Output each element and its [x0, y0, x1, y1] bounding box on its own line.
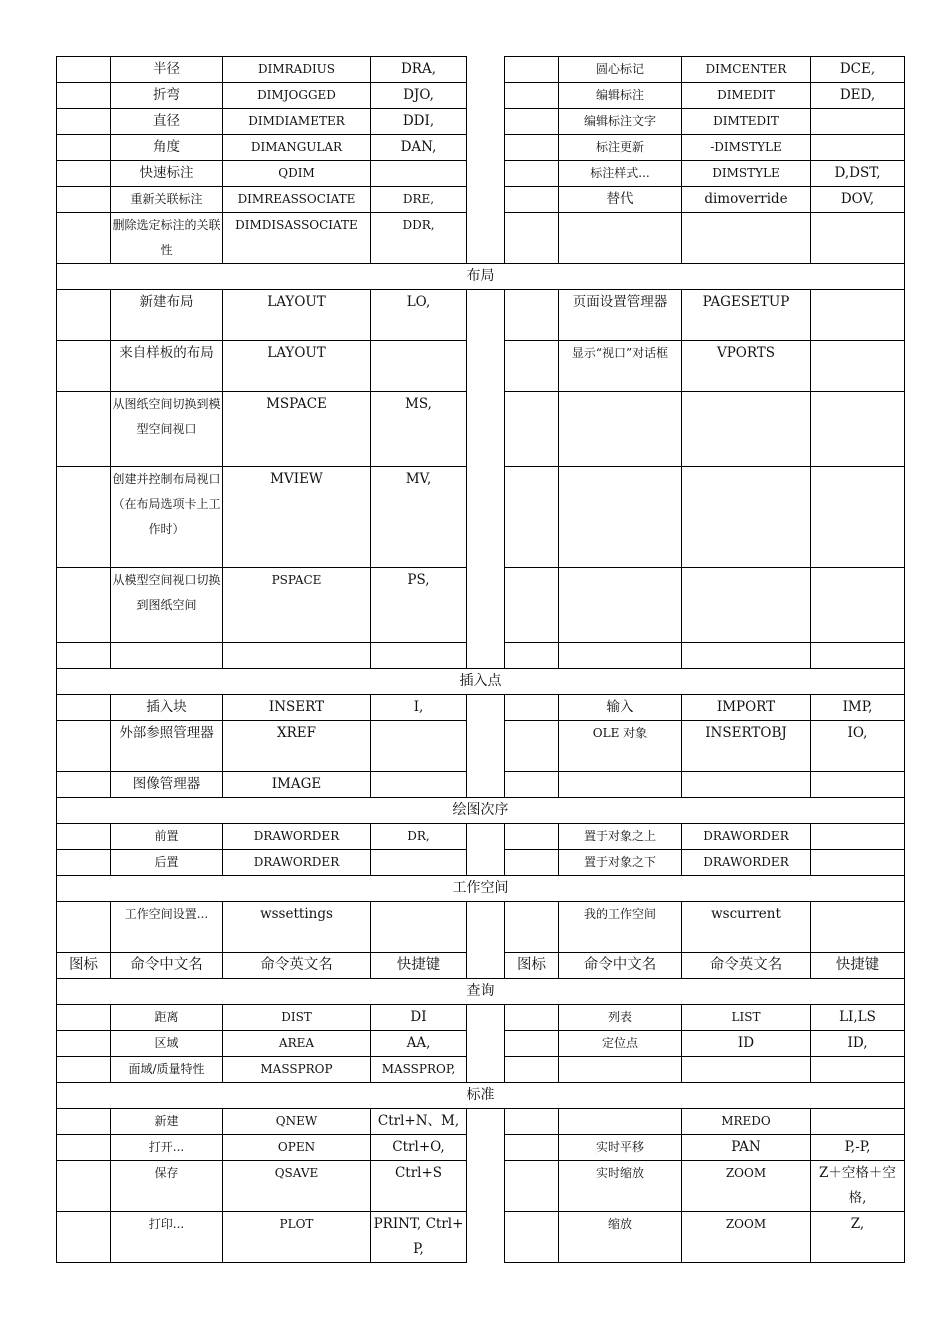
command-en-name: OPEN — [223, 1135, 371, 1161]
shortcut-key — [811, 213, 905, 264]
table-row — [57, 213, 905, 264]
command-cn-name: 面域/质量特性 — [111, 1057, 223, 1083]
icon-cell — [505, 57, 559, 83]
command-cn-name: 插入块 — [111, 695, 223, 721]
shortcut-key — [371, 643, 467, 669]
command-cn-name: 折弯 — [111, 83, 223, 109]
command-en-name: ZOOM — [682, 1161, 811, 1212]
icon-cell — [57, 695, 111, 721]
column-gap — [467, 135, 505, 161]
command-cn-name: 我的工作空间 — [559, 902, 682, 953]
command-cn-name: 区域 — [111, 1031, 223, 1057]
command-cn-name: 替代 — [559, 187, 682, 213]
column-gap — [467, 392, 505, 467]
icon-cell — [57, 467, 111, 568]
command-en-name: MASSPROP — [223, 1057, 371, 1083]
shortcut-key — [811, 341, 905, 392]
column-header-cn: 命令中文名 — [111, 953, 223, 979]
command-en-name: LAYOUT — [223, 290, 371, 341]
command-en-name: INSERT — [223, 695, 371, 721]
icon-cell — [57, 341, 111, 392]
command-en-name — [682, 392, 811, 467]
command-cn-name: 删除选定标注的关联性 — [111, 213, 223, 264]
shortcut-key: D,DST, — [811, 161, 905, 187]
icon-cell — [505, 187, 559, 213]
shortcut-key: DRE, — [371, 187, 467, 213]
command-en-name — [682, 772, 811, 798]
shortcut-key: AA, — [371, 1031, 467, 1057]
command-en-name: IMAGE — [223, 772, 371, 798]
section-header-row — [57, 876, 905, 902]
command-cn-name: 打印... — [111, 1212, 223, 1263]
icon-cell — [57, 1005, 111, 1031]
command-en-name: QSAVE — [223, 1161, 371, 1212]
table-row — [57, 109, 905, 135]
command-en-name: DIMEDIT — [682, 83, 811, 109]
command-cn-name: 从模型空间视口切换到图纸空间 — [111, 568, 223, 643]
section-title: 标准 — [57, 1083, 905, 1109]
icon-cell — [57, 83, 111, 109]
icon-cell — [57, 824, 111, 850]
table-row — [57, 721, 905, 772]
icon-cell — [57, 1109, 111, 1135]
command-cn-name: 编辑标注文字 — [559, 109, 682, 135]
icon-cell — [505, 1135, 559, 1161]
column-gap — [467, 824, 505, 850]
icon-cell — [505, 568, 559, 643]
command-cn-name: 工作空间设置... — [111, 902, 223, 953]
command-en-name: AREA — [223, 1031, 371, 1057]
command-en-name: IMPORT — [682, 695, 811, 721]
icon-cell — [57, 850, 111, 876]
table-row — [57, 341, 905, 392]
shortcut-key — [371, 341, 467, 392]
column-gap — [467, 568, 505, 643]
icon-cell — [57, 1161, 111, 1212]
section-header-row — [57, 264, 905, 290]
shortcut-key: DCE, — [811, 57, 905, 83]
command-cn-name — [559, 568, 682, 643]
command-cn-name: 显示“视口”对话框 — [559, 341, 682, 392]
command-en-name: wssettings — [223, 902, 371, 953]
command-en-name — [682, 1057, 811, 1083]
command-cn-name: 后置 — [111, 850, 223, 876]
command-en-name: DIMRADIUS — [223, 57, 371, 83]
icon-cell — [57, 57, 111, 83]
shortcut-key — [811, 1057, 905, 1083]
command-cn-name — [559, 1109, 682, 1135]
command-en-name: dimoverride — [682, 187, 811, 213]
icon-cell — [57, 392, 111, 467]
column-header-cn: 命令中文名 — [559, 953, 682, 979]
command-en-name: DIMDIAMETER — [223, 109, 371, 135]
command-cn-name: 圆心标记 — [559, 57, 682, 83]
command-cn-name: 置于对象之上 — [559, 824, 682, 850]
shortcut-key: DI — [371, 1005, 467, 1031]
shortcut-key — [811, 772, 905, 798]
shortcut-key: P,-P, — [811, 1135, 905, 1161]
column-header-row — [57, 953, 905, 979]
table-row — [57, 83, 905, 109]
table-row — [57, 57, 905, 83]
command-cn-name: 标注样式... — [559, 161, 682, 187]
shortcut-key — [371, 161, 467, 187]
shortcut-key — [811, 467, 905, 568]
command-cn-name: 图像管理器 — [111, 772, 223, 798]
table-row — [57, 290, 905, 341]
shortcut-key: DED, — [811, 83, 905, 109]
icon-cell — [505, 902, 559, 953]
shortcut-key: Ctrl+N、M, — [371, 1109, 467, 1135]
section-title: 布局 — [57, 264, 905, 290]
shortcut-key — [811, 824, 905, 850]
column-header-key: 快捷键 — [371, 953, 467, 979]
column-gap — [467, 1161, 505, 1212]
section-header-row — [57, 669, 905, 695]
column-gap — [467, 187, 505, 213]
shortcut-key: Ctrl+S — [371, 1161, 467, 1212]
command-en-name — [682, 643, 811, 669]
command-en-name: MSPACE — [223, 392, 371, 467]
icon-cell — [505, 213, 559, 264]
section-header-row — [57, 1083, 905, 1109]
command-cn-name: 直径 — [111, 109, 223, 135]
shortcut-key: LI,LS — [811, 1005, 905, 1031]
shortcut-key: MASSPROP, — [371, 1057, 467, 1083]
section-title: 查询 — [57, 979, 905, 1005]
icon-cell — [505, 290, 559, 341]
shortcut-key: PS, — [371, 568, 467, 643]
icon-cell — [505, 850, 559, 876]
command-en-name: LAYOUT — [223, 341, 371, 392]
command-en-name: DIMJOGGED — [223, 83, 371, 109]
command-en-name: PAGESETUP — [682, 290, 811, 341]
icon-cell — [57, 161, 111, 187]
shortcut-key: DR, — [371, 824, 467, 850]
icon-cell — [505, 1161, 559, 1212]
column-gap — [467, 1135, 505, 1161]
icon-cell — [57, 135, 111, 161]
command-cn-name: 标注更新 — [559, 135, 682, 161]
command-cn-name: 编辑标注 — [559, 83, 682, 109]
shortcut-key: PRINT, Ctrl+P, — [371, 1212, 467, 1263]
column-gap — [467, 83, 505, 109]
shortcut-key: Ctrl+O, — [371, 1135, 467, 1161]
column-gap — [467, 57, 505, 83]
shortcut-key: LO, — [371, 290, 467, 341]
table-row — [57, 568, 905, 643]
column-gap — [467, 213, 505, 264]
icon-cell — [57, 109, 111, 135]
command-cn-name — [559, 643, 682, 669]
shortcut-key — [811, 392, 905, 467]
command-en-name: LIST — [682, 1005, 811, 1031]
table-row — [57, 135, 905, 161]
table-row — [57, 161, 905, 187]
command-cn-name: 角度 — [111, 135, 223, 161]
icon-cell — [57, 1212, 111, 1263]
column-header-key: 快捷键 — [811, 953, 905, 979]
column-gap — [467, 1109, 505, 1135]
shortcut-key: ID, — [811, 1031, 905, 1057]
icon-cell — [505, 643, 559, 669]
command-cn-name: 前置 — [111, 824, 223, 850]
shortcut-key: DOV, — [811, 187, 905, 213]
table-row — [57, 187, 905, 213]
command-en-name: ID — [682, 1031, 811, 1057]
column-gap — [467, 341, 505, 392]
command-cn-name: 距离 — [111, 1005, 223, 1031]
icon-cell — [57, 772, 111, 798]
shortcut-key: Z, — [811, 1212, 905, 1263]
command-en-name: PLOT — [223, 1212, 371, 1263]
table-row — [57, 1109, 905, 1135]
shortcut-key — [811, 1109, 905, 1135]
command-en-name: DIST — [223, 1005, 371, 1031]
table-row — [57, 772, 905, 798]
column-header-icon: 图标 — [57, 953, 111, 979]
shortcut-key: DDI, — [371, 109, 467, 135]
command-en-name: wscurrent — [682, 902, 811, 953]
command-cn-name: 创建并控制布局视口（在布局选项卡上工作时） — [111, 467, 223, 568]
command-cn-name: 从图纸空间切换到模型空间视口 — [111, 392, 223, 467]
icon-cell — [57, 902, 111, 953]
command-en-name: PSPACE — [223, 568, 371, 643]
column-header-en: 命令英文名 — [682, 953, 811, 979]
shortcut-key — [371, 850, 467, 876]
shortcut-key: DAN, — [371, 135, 467, 161]
shortcut-key: DRA, — [371, 57, 467, 83]
shortcut-key: MV, — [371, 467, 467, 568]
command-cn-name: 页面设置管理器 — [559, 290, 682, 341]
shortcut-key — [371, 772, 467, 798]
shortcut-key — [811, 290, 905, 341]
command-en-name — [682, 467, 811, 568]
command-en-name: MVIEW — [223, 467, 371, 568]
icon-cell — [505, 392, 559, 467]
shortcut-key — [811, 850, 905, 876]
command-cn-name: 新建布局 — [111, 290, 223, 341]
icon-cell — [57, 1135, 111, 1161]
command-en-name — [682, 213, 811, 264]
command-cn-name: OLE 对象 — [559, 721, 682, 772]
table-row — [57, 1161, 905, 1212]
command-cn-name — [559, 1057, 682, 1083]
command-en-name: DIMTEDIT — [682, 109, 811, 135]
command-en-name: DRAWORDER — [682, 850, 811, 876]
command-cn-name: 快速标注 — [111, 161, 223, 187]
command-en-name — [223, 643, 371, 669]
shortcut-key — [371, 902, 467, 953]
icon-cell — [505, 721, 559, 772]
table-row — [57, 850, 905, 876]
command-en-name: VPORTS — [682, 341, 811, 392]
column-gap — [467, 643, 505, 669]
icon-cell — [505, 1031, 559, 1057]
command-cn-name: 外部参照管理器 — [111, 721, 223, 772]
table-row — [57, 902, 905, 953]
column-gap — [467, 772, 505, 798]
command-cn-name: 实时缩放 — [559, 1161, 682, 1212]
icon-cell — [505, 1057, 559, 1083]
icon-cell — [505, 341, 559, 392]
command-en-name: PAN — [682, 1135, 811, 1161]
shortcut-key — [811, 568, 905, 643]
column-gap — [467, 290, 505, 341]
command-en-name: DIMDISASSOCIATE — [223, 213, 371, 264]
section-title: 插入点 — [57, 669, 905, 695]
command-en-name: ZOOM — [682, 1212, 811, 1263]
shortcut-key: Z＋空格＋空格, — [811, 1161, 905, 1212]
column-gap — [467, 1057, 505, 1083]
column-gap — [467, 1005, 505, 1031]
command-en-name: DRAWORDER — [682, 824, 811, 850]
icon-cell — [57, 721, 111, 772]
table-row — [57, 392, 905, 467]
column-gap — [467, 161, 505, 187]
shortcut-key — [811, 643, 905, 669]
icon-cell — [505, 1109, 559, 1135]
table-row — [57, 1212, 905, 1263]
column-gap — [467, 850, 505, 876]
shortcut-key — [371, 721, 467, 772]
shortcut-key: DDR, — [371, 213, 467, 264]
table-row — [57, 1005, 905, 1031]
icon-cell — [57, 643, 111, 669]
icon-cell — [505, 772, 559, 798]
icon-cell — [57, 213, 111, 264]
section-title: 工作空间 — [57, 876, 905, 902]
icon-cell — [505, 695, 559, 721]
command-cn-name: 保存 — [111, 1161, 223, 1212]
icon-cell — [505, 83, 559, 109]
command-cn-name: 定位点 — [559, 1031, 682, 1057]
icon-cell — [57, 1031, 111, 1057]
command-en-name: XREF — [223, 721, 371, 772]
command-cn-name: 置于对象之下 — [559, 850, 682, 876]
icon-cell — [505, 109, 559, 135]
command-en-name: DIMCENTER — [682, 57, 811, 83]
table-row — [57, 1135, 905, 1161]
icon-cell — [505, 135, 559, 161]
command-en-name: QDIM — [223, 161, 371, 187]
command-cn-name: 重新关联标注 — [111, 187, 223, 213]
command-cn-name — [559, 772, 682, 798]
command-cn-name — [559, 392, 682, 467]
table-row — [57, 1057, 905, 1083]
command-cn-name: 输入 — [559, 695, 682, 721]
shortcut-table — [56, 56, 905, 1263]
column-gap — [467, 695, 505, 721]
command-cn-name — [559, 467, 682, 568]
command-cn-name: 来自样板的布局 — [111, 341, 223, 392]
command-cn-name — [111, 643, 223, 669]
command-cn-name: 实时平移 — [559, 1135, 682, 1161]
icon-cell — [505, 1212, 559, 1263]
shortcut-key: IMP, — [811, 695, 905, 721]
icon-cell — [505, 161, 559, 187]
shortcut-key — [811, 109, 905, 135]
icon-cell — [505, 824, 559, 850]
table-row — [57, 824, 905, 850]
command-en-name: DIMSTYLE — [682, 161, 811, 187]
command-cn-name: 半径 — [111, 57, 223, 83]
column-gap — [467, 109, 505, 135]
shortcut-key: I, — [371, 695, 467, 721]
command-en-name: DIMANGULAR — [223, 135, 371, 161]
command-cn-name — [559, 213, 682, 264]
icon-cell — [57, 187, 111, 213]
section-title: 绘图次序 — [57, 798, 905, 824]
column-header-icon: 图标 — [505, 953, 559, 979]
shortcut-key: MS, — [371, 392, 467, 467]
icon-cell — [505, 1005, 559, 1031]
section-header-row — [57, 979, 905, 1005]
column-gap — [467, 1031, 505, 1057]
table-row — [57, 643, 905, 669]
table-row — [57, 467, 905, 568]
command-en-name: INSERTOBJ — [682, 721, 811, 772]
command-en-name — [682, 568, 811, 643]
column-gap — [467, 902, 505, 953]
icon-cell — [57, 290, 111, 341]
shortcut-key — [811, 902, 905, 953]
icon-cell — [505, 467, 559, 568]
column-gap — [467, 721, 505, 772]
table-row — [57, 695, 905, 721]
command-en-name: QNEW — [223, 1109, 371, 1135]
command-en-name: MREDO — [682, 1109, 811, 1135]
table-row — [57, 1031, 905, 1057]
command-en-name: DIMREASSOCIATE — [223, 187, 371, 213]
section-header-row — [57, 798, 905, 824]
column-gap — [467, 467, 505, 568]
icon-cell — [57, 1057, 111, 1083]
shortcut-key: IO, — [811, 721, 905, 772]
command-en-name: DRAWORDER — [223, 850, 371, 876]
icon-cell — [57, 568, 111, 643]
command-cn-name: 打开... — [111, 1135, 223, 1161]
command-cn-name: 缩放 — [559, 1212, 682, 1263]
column-gap — [467, 1212, 505, 1263]
command-cn-name: 新建 — [111, 1109, 223, 1135]
column-header-en: 命令英文名 — [223, 953, 371, 979]
shortcut-key: DJO, — [371, 83, 467, 109]
shortcut-key — [811, 135, 905, 161]
command-en-name: DRAWORDER — [223, 824, 371, 850]
command-cn-name: 列表 — [559, 1005, 682, 1031]
column-gap — [467, 953, 505, 979]
command-en-name: -DIMSTYLE — [682, 135, 811, 161]
